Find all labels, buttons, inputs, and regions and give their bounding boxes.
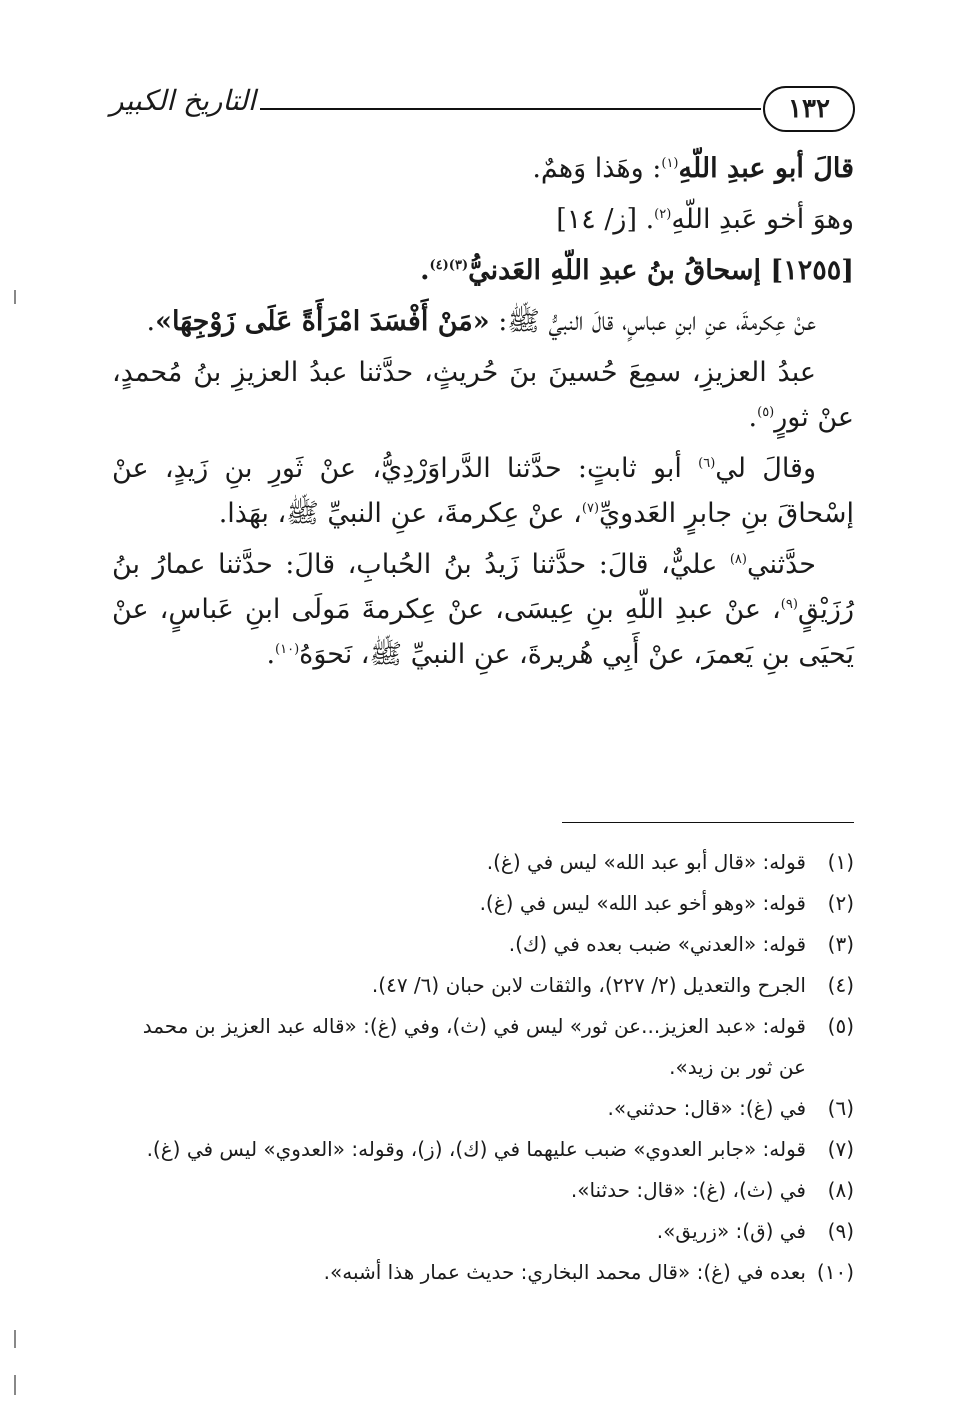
paragraph-text: . [146,306,156,337]
footnote-number: (١٠) [816,1260,854,1284]
footnote-text: قوله: «وهو أخو عبد الله» ليس في (غ). [479,891,806,915]
footnote-ref: (١) [661,156,679,171]
footnote [112,883,854,924]
footnote-number: (٥) [827,1014,854,1038]
speaker-name: قالَ أبو عبدِ اللّهِ [678,153,854,184]
scan-mark [14,1330,16,1348]
scan-mark [14,1375,16,1395]
footnote-ref: (٥) [757,405,775,420]
footnote [112,1252,854,1293]
scan-mark [14,290,16,304]
footnote [112,1006,854,1088]
footnote-text: في (غ): «قال: حدثني». [607,1096,806,1120]
paragraph-1 [112,146,854,191]
footnote-number: (٩) [827,1219,854,1243]
footnote [112,965,854,1006]
header-rule [260,108,761,110]
page-header [110,82,855,142]
footnote-text: قوله: «قال أبو عبد الله» ليس في (غ). [486,850,806,874]
paragraph-6 [112,446,854,536]
footnote-ref: (٧) [581,501,600,516]
paragraph-text: . [266,639,276,670]
paragraph-text: وهوَ أخو عَبدِ اللّهِ [671,204,854,235]
paragraph-5 [112,350,854,440]
paragraph-7 [112,542,854,677]
footnote-number: (٢) [827,891,854,915]
footnote [112,924,854,965]
footnote-text: في (ق): «زريق». [656,1219,806,1243]
entry-title: [١٢٥٥] إسحاقُ بنُ عبدِ اللّهِ العَدنيُّ [468,255,854,286]
footnote-ref: (٣)(٤) [429,258,469,273]
footnote [112,842,854,883]
footnote [112,1170,854,1211]
paragraph-text: ، عنْ عِكرمةَ، عنِ النبيِّ ﷺ، بهَذا. [218,498,582,529]
hadith-text: «مَنْ أَفْسَدَ امْرَأَةً عَلَى زَوْجِهَا» [155,306,490,337]
paragraph-text: حدَّثني [746,549,816,580]
footnote-number: (٧) [827,1137,854,1161]
page-number: ١٣٢ [763,86,855,132]
footnote-number: (٨) [827,1178,854,1202]
paragraph-text: : وهَذا وَهمٌ. [532,153,662,184]
footnote-number: (٦) [827,1096,854,1120]
footnote-text: قوله: «جابر العدوي» ضبب عليهما في (ك)، (ز)، وقوله: «العدوي» ليس في (غ). [146,1137,806,1161]
main-text [112,146,854,683]
footnote-ref: (٩) [780,597,798,612]
paragraph-2 [112,197,854,242]
paragraph-text: عنْ عِكرمةَ، عنِ ابنِ عباسٍ، قالَ النبيُّ ﷺ: [489,306,816,337]
footnote-text: في (ث)، (غ): «قال: حدثنا». [570,1178,806,1202]
paragraph-text: وقالَ لي [715,453,816,484]
footnote-ref: (٨) [729,552,747,567]
footnote-number: (١) [827,850,854,874]
footnote-number: (٣) [827,932,854,956]
paragraph-text: . [420,255,430,286]
footnote [112,1211,854,1252]
paragraph-text: أبو ثابتٍ: حدَّثنا الدَّراوَرْدِيُّ، عنْ ثَورِ بنِ زَيدٍ، عنْ إسْحاقَ بنِ جابرٍ العَدويِّ [112,453,854,529]
footnote [112,1088,854,1129]
paragraph-4 [112,299,854,344]
entry-heading [112,248,854,293]
paragraph-text: عبدُ العزيزِ، سمِعَ حُسينَ بنَ حُريثٍ، حدَّثنا عبدُ العزيزِ بنُ مُحمدٍ، عنْ ثورٍ [112,357,854,433]
paragraph-text: . [ز/ ١٤] [556,204,655,235]
footnote-text: الجرح والتعديل (٢/ ٢٢٧)، والثقات لابن حبان (٦/ ٤٧). [371,973,806,997]
running-title: التاريخ الكبير [110,84,256,117]
footnote-ref: (٦) [698,456,716,471]
footnote-ref: (٢) [654,207,672,222]
paragraph-text: ، عنْ عبدِ اللّهِ بنِ عِيسَى، عنْ عِكرمةَ مَولَى ابنِ عَباسٍ، عنْ يَحيَى بنِ يَعمرَ، عنْ أَبِي هُريرةَ، عنِ النبيِّ ﷺ، نَحوَهُ [112,594,854,670]
paragraph-text: . [748,402,758,433]
footnote-separator [562,822,854,823]
footnote-ref: (١٠) [275,642,300,657]
footnote-text: قوله: «عبد العزيز...عن ثور» ليس في (ث)، وفي (غ): «قاله عبد العزيز بن محمد عن ثور بن زيد». [142,1014,806,1079]
footnote-text: بعده في (غ): «قال محمد البخاري: حديث عمار هذا أشبه». [323,1260,806,1284]
footnote-text: قوله: «العدني» ضبب بعده في (ك). [508,932,806,956]
footnote-number: (٤) [827,973,854,997]
footnotes [112,842,854,1293]
footnote [112,1129,854,1170]
paragraph-text: عليٌّ، قالَ: حدَّثنا زَيدُ بنُ الحُبابِ، قالَ: حدَّثنا عمارُ بنُ رُزَيْقٍ [112,549,854,625]
